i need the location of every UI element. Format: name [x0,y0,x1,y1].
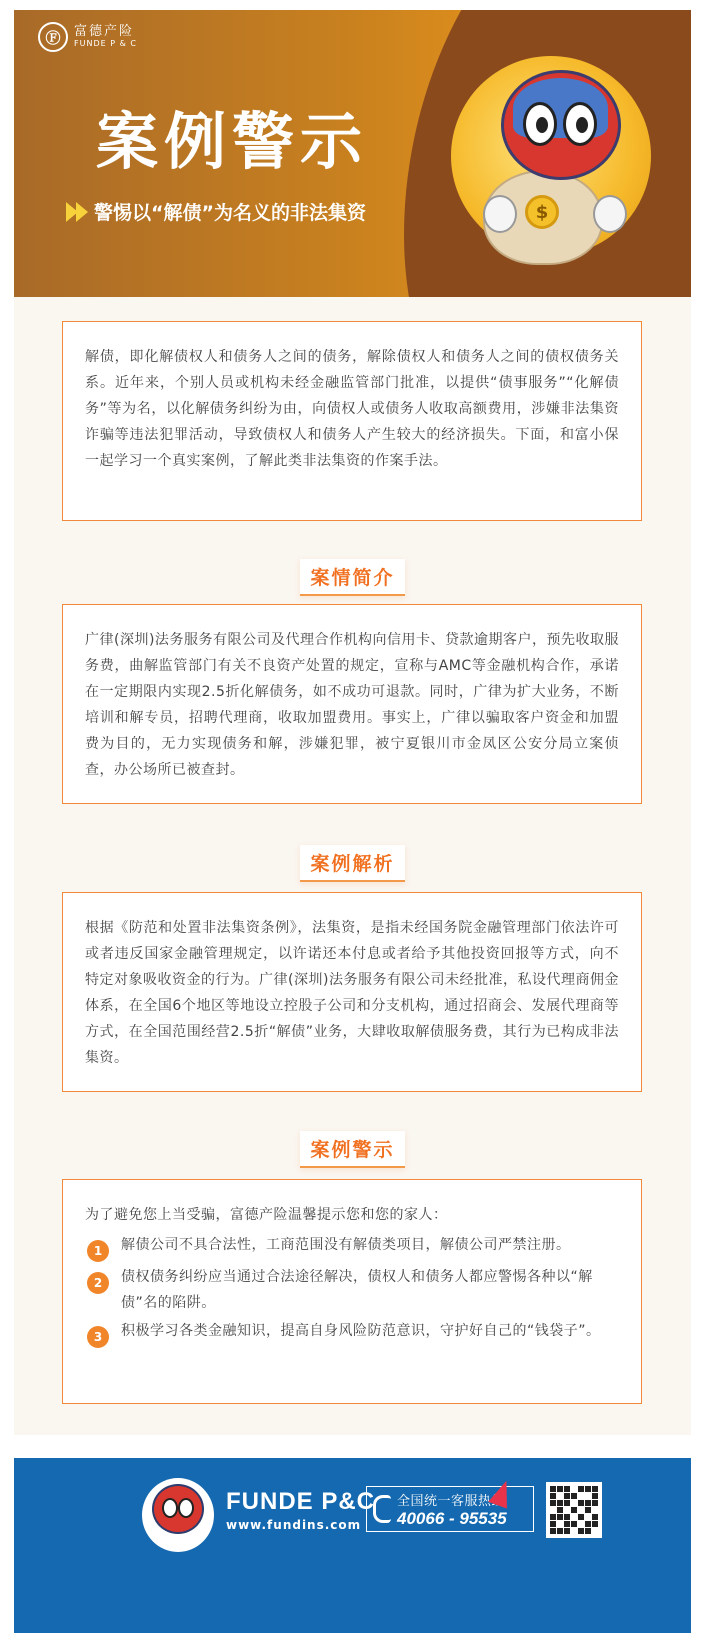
tip-text: 解债公司不具合法性，工商范围没有解债类项目，解债公司严禁注册。 [121,1237,571,1253]
footer-brand [226,1488,375,1532]
footer-banner [14,1458,691,1633]
section-heading-case-warning [14,1131,691,1168]
hotline-number[interactable]: 40066 - 95535 [397,1509,507,1528]
case-summary-box [62,604,642,804]
footer-brand-name: FUNDE P&C [226,1488,376,1515]
case-summary-paragraph: 广律(深圳)法务服务有限公司及代理合作机构向信用卡、贷款逾期客户，预先收取服务费，曲解监管部门有关不良资产处置的规定，宣称与AMC等金融机构合作，承诺在一定期限内实现2.5折化解债务，如不成功可退款。同时，广律为扩大业务，不断培训和解专员，招聘代理商，收取加盟费用。事实上，广律以骗取客户资金和加盟费为目的，无力实现债务和解，涉嫌犯罪，被宁夏银川市金凤区公安分局立案侦查，办公场所已被查封。 [85,632,619,778]
number-badge: 1 [87,1240,109,1262]
number-badge: 3 [87,1326,109,1348]
section-title: 案情简介 [300,559,404,596]
tip-list [85,1232,619,1348]
tip-text: 债权债务纠纷应当通过合法途径解决，债权人和债务人都应警惕各种以“解债”名的陷阱。 [121,1269,593,1311]
double-arrow-icon [66,202,86,222]
coin-icon: $ [525,195,559,229]
banner-subtitle: 警惕以“解债”为名义的非法集资 [94,202,366,224]
footer-website[interactable]: www.fundins.com [226,1518,362,1532]
list-item [85,1264,619,1316]
case-warning-box [62,1179,642,1404]
qr-code-icon[interactable] [546,1482,602,1538]
hero-banner [14,10,691,297]
mascot-avatar-icon [142,1478,214,1552]
logo-icon: Ⓕ [38,22,68,52]
list-item [85,1232,619,1262]
hotline-label: 全国统一客服热线 [397,1494,506,1509]
intro-paragraph: 解债，即化解债权人和债务人之间的债务，解除债权人和债务人之间的债权债务关系。近年来，个别人员或机构未经金融监管部门批准，以提供“债事服务”“化解债务”等为名，以化解债务纠纷为由，向债权人或债务人收取高额费用，涉嫌非法集资诈骗等违法犯罪活动，导致债权人和债务人产生较大的经济损失。下面，和富小保一起学习一个真实案例，了解此类非法集资的作案手法。 [85,349,619,469]
banner-title: 案例警示 [96,105,369,178]
number-badge: 2 [87,1272,109,1294]
logo-chinese-name: 富德产险 [74,24,135,40]
warning-lead: 为了避免您上当受骗，富德产险温馨提示您和您的家人： [85,1207,448,1223]
mascot-illustration [443,50,663,270]
article-body [14,297,691,1435]
tip-text: 积极学习各类金融知识，提高自身风险防范意识，守护好自己的“钱袋子”。 [121,1323,601,1339]
brand-logo [38,22,137,52]
logo-english-name: FUNDE P & C [74,38,137,48]
section-title: 案例警示 [300,1131,404,1168]
list-item [85,1318,619,1348]
section-heading-case-summary [14,559,691,596]
section-title: 案例解析 [300,845,404,882]
case-analysis-box [62,892,642,1092]
section-heading-case-analysis [14,845,691,882]
phone-icon [373,1495,391,1523]
intro-box [62,321,642,521]
case-analysis-paragraph: 根据《防范和处置非法集资条例》，法集资，是指未经国务院金融管理部门依法许可或者违反国家金融管理规定，以许诺还本付息或者给予其他投资回报等方式，向不特定对象吸收资金的行为。广律(深圳)法务服务有限公司未经批准，私设代理商佣金体系，在全国6个地区等地设立控股子公司和分支机构，通过招商会、发展代理商等方式，在全国范围经营2.5折“解债”业务，大肆收取解债服务费，其行为已构成非法集资。 [85,920,619,1066]
banner-subtitle-row [66,198,366,225]
